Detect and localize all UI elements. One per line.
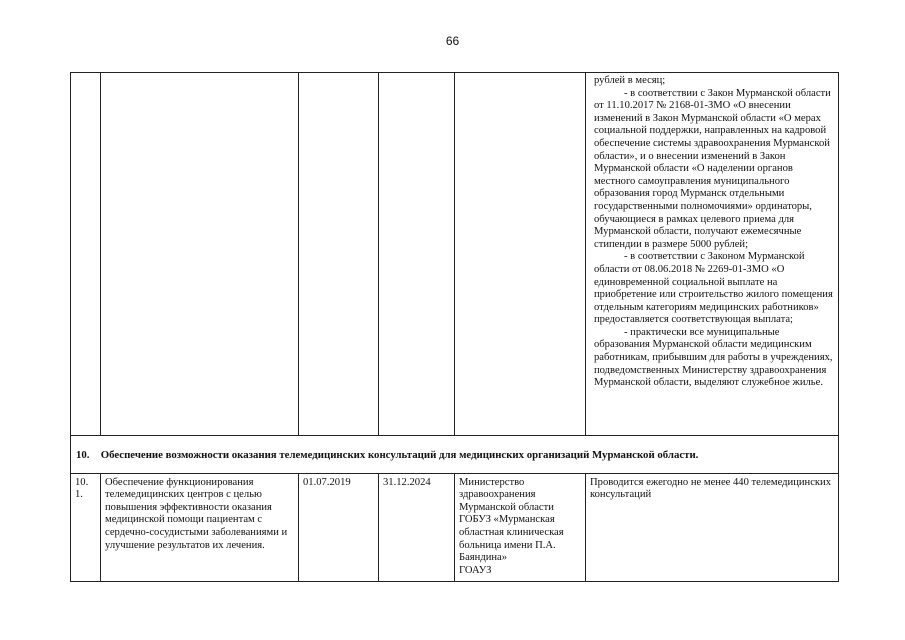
table-row <box>71 473 839 581</box>
cont-cell-responsible <box>455 73 586 436</box>
page-number: 66 <box>445 34 460 48</box>
row-start-date: 01.07.2019 <box>299 473 379 581</box>
row-responsible <box>455 473 586 581</box>
continuation-row <box>71 73 839 436</box>
continuation-lead: рублей в месяц; <box>594 75 666 86</box>
cont-cell-end <box>379 73 455 436</box>
cont-cell-result <box>586 73 839 436</box>
continuation-bullet: - в соответствии с Законом Мурманской области от 08.06.2018 № 2269-01-ЗМО «О единовременной социальной выплате на приобретение или строительство жилого помещения отдельным категориям медицинских работников» предоставляется соответствующая выплата; <box>594 251 833 326</box>
cont-cell-number <box>71 73 101 436</box>
continuation-bullet: - в соответствии с Закон Мурманской области от 11.10.2017 № 2168-01-ЗМО «О внесении изменений в Закон Мурманской области «О мерах социальной поддержки, направленных на кадровой обеспечение системы здравоохранения Мурманской области», и о внесении изменений в Закон Мурманской области «О наделении органов местного самоуправления муниципального образования город Мурманск отдельными государственными полномочиями» ординаторы, обучающиеся в рамках целевого приема для Мурманской области, получают ежемесячные стипендии в размере 5000 рублей; <box>594 87 831 250</box>
row-measure: Обеспечение функционирования телемедицинских центров с целью повышения эффективности оказания медицинской помощи пациентам с сердечно-сосудистыми заболеваниями и улучшение результатов их лечения. <box>101 473 299 581</box>
section-title: Обеспечение возможности оказания телемедицинских консультаций для медицинских организаций Мурманской области. <box>100 449 699 461</box>
row-result: Проводится ежегодно не менее 440 телемедицинских консультаций <box>586 473 839 581</box>
measures-table <box>70 72 839 582</box>
section-header <box>71 436 839 474</box>
row-number: 10. 1. <box>71 473 101 581</box>
cont-cell-start <box>299 73 379 436</box>
continuation-bullet: - практически все муниципальные образования Мурманской области медицинским работникам, прибывшим для работы в учреждениях, подведомственных Министерству здравоохранения Мурманской области, выделяют служебное жилье. <box>594 326 833 389</box>
section-row <box>71 436 839 474</box>
section-number: 10. <box>76 449 90 461</box>
row-end-date: 31.12.2024 <box>379 473 455 581</box>
row-responsible-extra: ГОАУЗ <box>459 564 492 576</box>
row-responsible-main: Министерство здравоохранения Мурманской области ГОБУЗ «Мурманская областная клиническая больница имени П.А. Баяндина» <box>459 476 564 564</box>
cont-cell-measure <box>101 73 299 436</box>
